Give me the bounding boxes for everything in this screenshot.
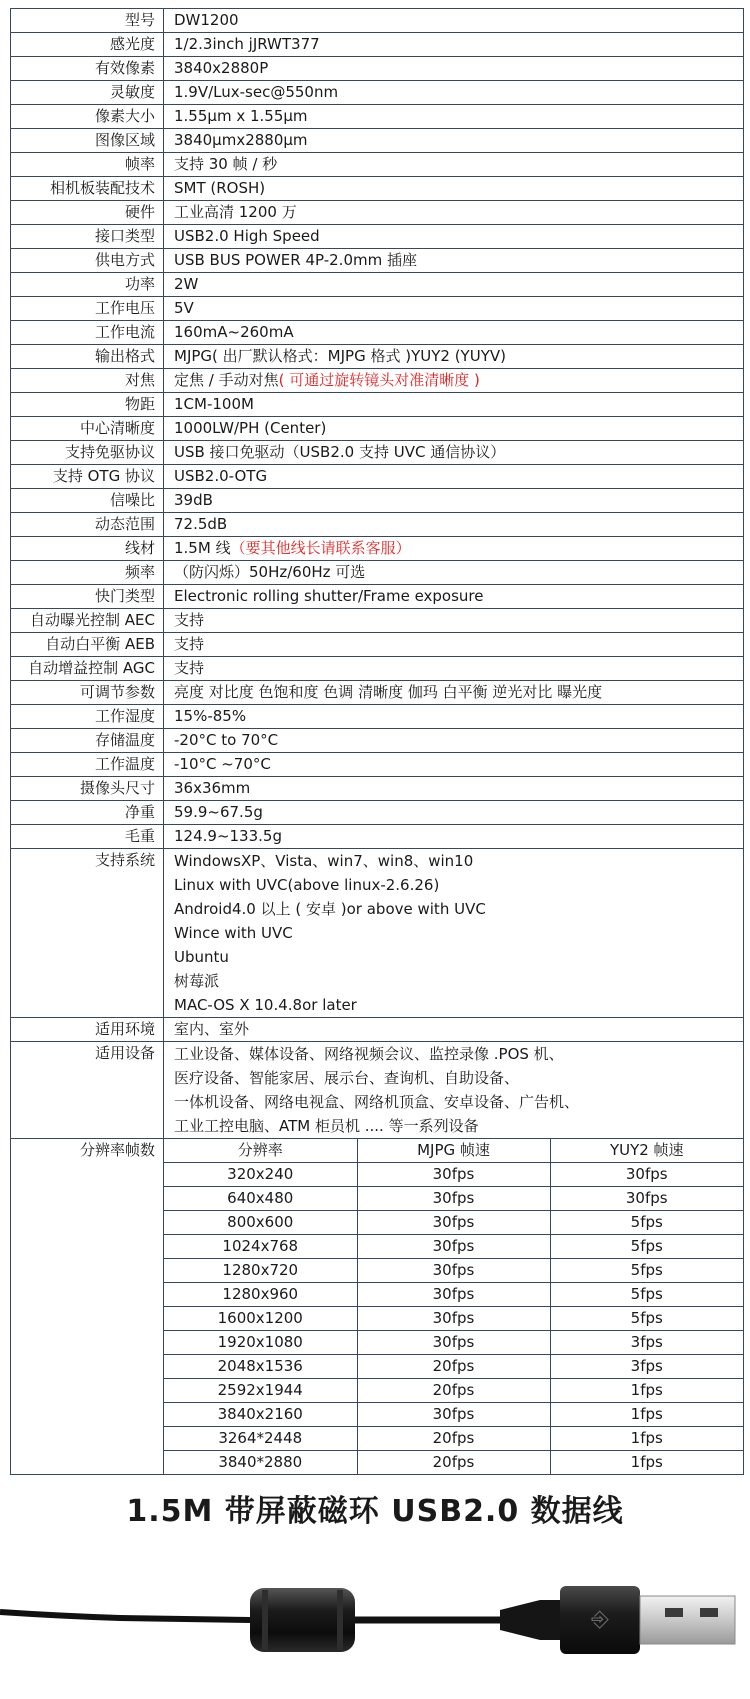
applicable-devices-line: 工业工控电脑、ATM 柜员机 .... 等一系列设备 <box>174 1117 479 1135</box>
spec-note: （要其他线长请联系客服） <box>230 539 411 557</box>
spec-value <box>164 369 744 393</box>
spec-row <box>11 345 744 369</box>
spec-row <box>11 681 744 705</box>
spec-row <box>11 561 744 585</box>
spec-value-text: 124.9~133.5g <box>174 827 282 845</box>
supported-systems-line: 树莓派 <box>174 972 220 990</box>
spec-value <box>164 657 744 681</box>
spec-note: ( 可通过旋转镜头对准清晰度 ) <box>278 371 480 389</box>
spec-value-text: -10°C ~70°C <box>174 755 271 773</box>
spec-value <box>164 9 744 33</box>
spec-row <box>11 225 744 249</box>
spec-value <box>164 297 744 321</box>
spec-row <box>11 297 744 321</box>
spec-label: 物距 <box>11 393 164 417</box>
spec-value-text: 160mA~260mA <box>174 323 294 341</box>
spec-value-text: 1.9V/Lux-sec@550nm <box>174 83 339 101</box>
spec-label: 信噪比 <box>11 489 164 513</box>
resolution-data-cell: 1280x720 <box>164 1259 357 1283</box>
resolution-data-cell: 1fps <box>550 1427 743 1451</box>
spec-value-text: 1.5M 线 <box>174 539 231 557</box>
spec-value-text: SMT (ROSH) <box>174 179 266 197</box>
spec-value <box>164 177 744 201</box>
spec-value-text: 支持 30 帧 / 秒 <box>174 155 278 173</box>
spec-value-text: USB2.0 High Speed <box>174 227 320 245</box>
spec-value-text: 支持 <box>174 659 205 677</box>
spec-row <box>11 537 744 561</box>
resolution-data-cell: 20fps <box>357 1355 550 1379</box>
spec-value <box>164 801 744 825</box>
resolution-data-cell: 1fps <box>550 1379 743 1403</box>
spec-value-text: USB2.0-OTG <box>174 467 268 485</box>
spec-value-text: （防闪烁）50Hz/60Hz 可选 <box>174 563 366 581</box>
spec-value <box>164 129 744 153</box>
supported-systems-line: MAC-OS X 10.4.8or later <box>174 996 357 1014</box>
spec-row <box>11 321 744 345</box>
spec-value <box>164 57 744 81</box>
spec-label: 输出格式 <box>11 345 164 369</box>
svg-text:⎆: ⎆ <box>591 1607 609 1632</box>
applicable-devices-value <box>164 1042 744 1139</box>
resolution-data-row <box>164 1331 743 1355</box>
spec-value <box>164 729 744 753</box>
resolution-cell <box>164 1139 744 1475</box>
spec-row <box>11 465 744 489</box>
spec-value-text: 1CM-100M <box>174 395 254 413</box>
spec-value-text: Electronic rolling shutter/Frame exposure <box>174 587 484 605</box>
resolution-data-row <box>164 1283 743 1307</box>
spec-row <box>11 273 744 297</box>
resolution-data-cell: 3840x2160 <box>164 1403 357 1427</box>
supported-systems-label: 支持系统 <box>11 849 164 1018</box>
resolution-label: 分辨率帧数 <box>11 1139 164 1475</box>
supported-systems-line: Android4.0 以上 ( 安卓 )or above with UVC <box>174 900 486 918</box>
spec-row <box>11 753 744 777</box>
supported-systems-line: Ubuntu <box>174 948 229 966</box>
spec-value <box>164 609 744 633</box>
spec-label: 线材 <box>11 537 164 561</box>
supported-systems-line: Wince with UVC <box>174 924 293 942</box>
resolution-data-cell: 2048x1536 <box>164 1355 357 1379</box>
environment-row <box>11 1018 744 1042</box>
spec-row <box>11 513 744 537</box>
spec-row <box>11 729 744 753</box>
spec-value <box>164 225 744 249</box>
spec-label: 接口类型 <box>11 225 164 249</box>
spec-label: 相机板装配技术 <box>11 177 164 201</box>
spec-value <box>164 393 744 417</box>
applicable-devices-line: 工业设备、媒体设备、网络视频会议、监控录像 .POS 机、 <box>174 1045 564 1063</box>
spec-value <box>164 777 744 801</box>
spec-label: 存储温度 <box>11 729 164 753</box>
resolution-data-cell: 30fps <box>357 1187 550 1211</box>
resolution-data-cell: 20fps <box>357 1427 550 1451</box>
spec-row <box>11 105 744 129</box>
resolution-data-cell: 640x480 <box>164 1187 357 1211</box>
cable-wire <box>0 1612 250 1620</box>
spec-value-text: 5V <box>174 299 194 317</box>
applicable-devices-label: 适用设备 <box>11 1042 164 1139</box>
spec-value <box>164 465 744 489</box>
resolution-data-cell: 3840*2880 <box>164 1451 357 1475</box>
spec-value-text: 1000LW/PH (Center) <box>174 419 327 437</box>
spec-value <box>164 561 744 585</box>
resolution-data-cell: 3fps <box>550 1355 743 1379</box>
resolution-header-cell: YUY2 帧速 <box>550 1139 743 1163</box>
resolution-data-cell: 30fps <box>357 1331 550 1355</box>
spec-value <box>164 441 744 465</box>
resolution-header-cell: 分辨率 <box>164 1139 357 1163</box>
spec-value <box>164 345 744 369</box>
supported-systems-line: Linux with UVC(above linux-2.6.26) <box>174 876 440 894</box>
spec-label: 工作温度 <box>11 753 164 777</box>
spec-value-text: 72.5dB <box>174 515 228 533</box>
spec-label: 灵敏度 <box>11 81 164 105</box>
spec-value <box>164 153 744 177</box>
spec-row <box>11 201 744 225</box>
spec-label: 毛重 <box>11 825 164 849</box>
resolution-data-cell: 2592x1944 <box>164 1379 357 1403</box>
spec-value <box>164 489 744 513</box>
spec-label: 自动曝光控制 AEC <box>11 609 164 633</box>
resolution-data-cell: 3fps <box>550 1331 743 1355</box>
resolution-data-cell: 30fps <box>357 1307 550 1331</box>
spec-value <box>164 105 744 129</box>
spec-value <box>164 681 744 705</box>
spec-row <box>11 825 744 849</box>
spec-label: 型号 <box>11 9 164 33</box>
spec-row <box>11 129 744 153</box>
spec-value <box>164 537 744 561</box>
resolution-data-cell: 30fps <box>357 1259 550 1283</box>
spec-value <box>164 513 744 537</box>
resolution-data-cell: 3264*2448 <box>164 1427 357 1451</box>
spec-label: 自动白平衡 AEB <box>11 633 164 657</box>
spec-label: 中心清晰度 <box>11 417 164 441</box>
spec-table-body <box>11 9 744 1475</box>
spec-value-text: 39dB <box>174 491 213 509</box>
spec-row <box>11 249 744 273</box>
spec-value-text: 15%-85% <box>174 707 247 725</box>
resolution-data-row <box>164 1211 743 1235</box>
spec-row <box>11 177 744 201</box>
spec-label: 摄像头尺寸 <box>11 777 164 801</box>
spec-value-text: 2W <box>174 275 199 293</box>
spec-value <box>164 585 744 609</box>
supported-systems-row <box>11 849 744 1018</box>
spec-value-text: 定焦 / 手动对焦 <box>174 371 279 389</box>
resolution-data-row <box>164 1427 743 1451</box>
usb-plug-icon <box>500 1586 735 1654</box>
resolution-data-cell: 5fps <box>550 1211 743 1235</box>
spec-label: 硬件 <box>11 201 164 225</box>
resolution-header-row <box>164 1139 743 1163</box>
spec-value <box>164 825 744 849</box>
resolution-data-cell: 30fps <box>357 1235 550 1259</box>
spec-row <box>11 489 744 513</box>
spec-label: 频率 <box>11 561 164 585</box>
spec-value-text: 1.55μm x 1.55μm <box>174 107 308 125</box>
resolution-data-row <box>164 1307 743 1331</box>
spec-label: 动态范围 <box>11 513 164 537</box>
spec-row <box>11 393 744 417</box>
spec-value-text: 3840μmx2880μm <box>174 131 308 149</box>
resolution-data-cell: 5fps <box>550 1259 743 1283</box>
spec-value-text: 3840x2880P <box>174 59 269 77</box>
spec-row <box>11 705 744 729</box>
spec-row <box>11 441 744 465</box>
resolution-data-cell: 1fps <box>550 1403 743 1427</box>
spec-row <box>11 57 744 81</box>
resolution-data-row <box>164 1187 743 1211</box>
spec-value <box>164 417 744 441</box>
resolution-data-cell: 20fps <box>357 1451 550 1475</box>
spec-value-text: DW1200 <box>174 11 239 29</box>
resolution-data-cell: 5fps <box>550 1283 743 1307</box>
supported-systems-line: WindowsXP、Vista、win7、win8、win10 <box>174 852 474 870</box>
spec-row <box>11 777 744 801</box>
resolution-data-cell: 30fps <box>357 1163 550 1187</box>
spec-label: 工作电流 <box>11 321 164 345</box>
resolution-data-row <box>164 1235 743 1259</box>
spec-row <box>11 417 744 441</box>
spec-label: 功率 <box>11 273 164 297</box>
resolution-data-cell: 30fps <box>550 1163 743 1187</box>
applicable-devices-row <box>11 1042 744 1139</box>
resolution-data-row <box>164 1379 743 1403</box>
spec-row <box>11 657 744 681</box>
spec-row <box>11 801 744 825</box>
spec-value-text: USB BUS POWER 4P-2.0mm 插座 <box>174 251 417 269</box>
spec-label: 自动增益控制 AGC <box>11 657 164 681</box>
resolution-data-row <box>164 1355 743 1379</box>
resolution-data-cell: 5fps <box>550 1307 743 1331</box>
spec-value <box>164 273 744 297</box>
spec-row <box>11 9 744 33</box>
spec-value-text: 1/2.3inch jJRWT377 <box>174 35 320 53</box>
resolution-data-row <box>164 1403 743 1427</box>
resolution-table <box>164 1139 743 1474</box>
resolution-data-cell: 320x240 <box>164 1163 357 1187</box>
usb-cable-illustration <box>0 1560 750 1690</box>
resolution-data-row <box>164 1451 743 1475</box>
spec-value-text: 工业高清 1200 万 <box>174 203 297 221</box>
spec-value-text: -20°C to 70°C <box>174 731 279 749</box>
spec-row <box>11 633 744 657</box>
spec-label: 像素大小 <box>11 105 164 129</box>
spec-value-text: USB 接口免驱动（USB2.0 支持 UVC 通信协议） <box>174 443 506 461</box>
spec-value <box>164 201 744 225</box>
spec-label: 支持免驱协议 <box>11 441 164 465</box>
resolution-data-row <box>164 1163 743 1187</box>
resolution-data-cell: 1280x960 <box>164 1283 357 1307</box>
spec-value-text: 59.9~67.5g <box>174 803 263 821</box>
resolution-data-cell: 20fps <box>357 1379 550 1403</box>
spec-row <box>11 585 744 609</box>
spec-value <box>164 321 744 345</box>
spec-label: 净重 <box>11 801 164 825</box>
spec-label: 供电方式 <box>11 249 164 273</box>
resolution-data-cell: 30fps <box>357 1283 550 1307</box>
spec-value-text: 支持 <box>174 635 205 653</box>
resolution-data-cell: 1920x1080 <box>164 1331 357 1355</box>
spec-label: 快门类型 <box>11 585 164 609</box>
cable-caption: 1.5M 带屏蔽磁环 USB2.0 数据线 <box>126 1494 624 1529</box>
spec-row <box>11 609 744 633</box>
resolution-row <box>11 1139 744 1475</box>
resolution-data-cell: 30fps <box>357 1211 550 1235</box>
spec-row <box>11 81 744 105</box>
resolution-data-cell: 30fps <box>357 1403 550 1427</box>
spec-table <box>10 8 744 1475</box>
spec-label: 图像区域 <box>11 129 164 153</box>
spec-label: 帧率 <box>11 153 164 177</box>
spec-label: 感光度 <box>11 33 164 57</box>
spec-value <box>164 633 744 657</box>
resolution-data-cell: 1fps <box>550 1451 743 1475</box>
resolution-data-cell: 1024x768 <box>164 1235 357 1259</box>
spec-label: 对焦 <box>11 369 164 393</box>
applicable-devices-line: 医疗设备、智能家居、展示台、查询机、自助设备、 <box>174 1069 520 1087</box>
resolution-data-cell: 1600x1200 <box>164 1307 357 1331</box>
ferrite-bead-icon <box>250 1588 355 1652</box>
supported-systems-value <box>164 849 744 1018</box>
spec-value-text: 36x36mm <box>174 779 251 797</box>
resolution-header-cell: MJPG 帧速 <box>357 1139 550 1163</box>
spec-value <box>164 81 744 105</box>
spec-label: 工作湿度 <box>11 705 164 729</box>
applicable-devices-line: 一体机设备、网络电视盒、网络机顶盒、安卓设备、广告机、 <box>174 1093 580 1111</box>
spec-value-text: 支持 <box>174 611 205 629</box>
resolution-data-cell: 30fps <box>550 1187 743 1211</box>
spec-label: 有效像素 <box>11 57 164 81</box>
spec-value-text: 亮度 对比度 色饱和度 色调 清晰度 伽玛 白平衡 逆光对比 曝光度 <box>174 683 603 701</box>
spec-value <box>164 33 744 57</box>
spec-label: 可调节参数 <box>11 681 164 705</box>
resolution-data-row <box>164 1259 743 1283</box>
spec-value <box>164 753 744 777</box>
resolution-data-cell: 800x600 <box>164 1211 357 1235</box>
resolution-data-cell: 5fps <box>550 1235 743 1259</box>
spec-label: 支持 OTG 协议 <box>11 465 164 489</box>
spec-label: 工作电压 <box>11 297 164 321</box>
spec-value <box>164 249 744 273</box>
spec-value-text: MJPG( 出厂默认格式：MJPG 格式 )YUY2 (YUYV) <box>174 347 506 365</box>
environment-value: 室内、室外 <box>164 1018 744 1042</box>
environment-label: 适用环境 <box>11 1018 164 1042</box>
spec-row <box>11 369 744 393</box>
spec-value <box>164 705 744 729</box>
spec-row <box>11 153 744 177</box>
spec-row <box>11 33 744 57</box>
